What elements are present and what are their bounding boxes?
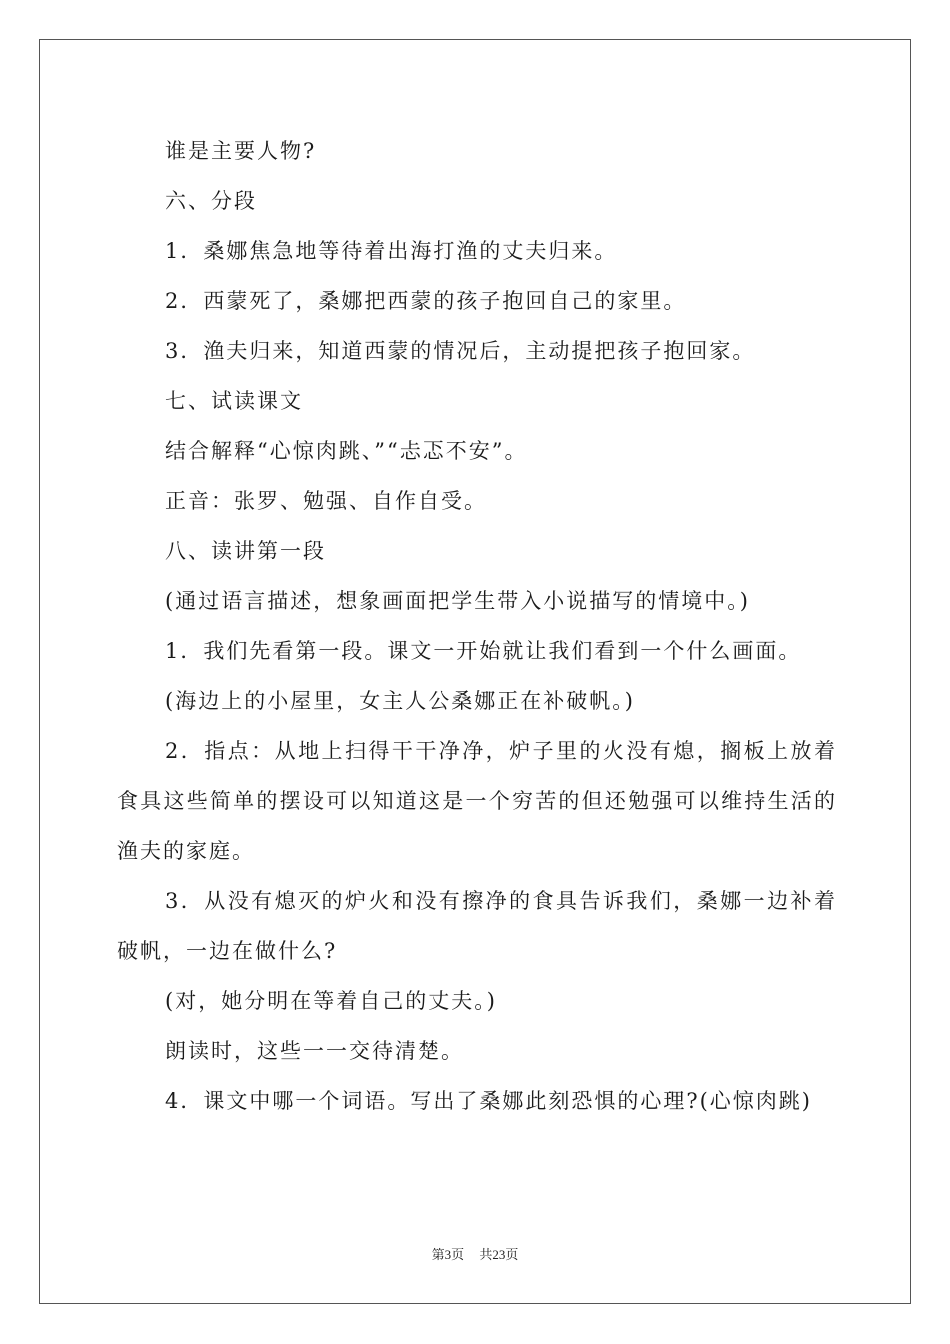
paragraph-item-3b: 3．从没有熄灭的炉火和没有擦净的食具告诉我们，桑娜一边补着破帆，一边在做什么? bbox=[117, 889, 837, 963]
heading-section-6: 六、分段 bbox=[165, 189, 257, 213]
paragraph-item-1b: 1．我们先看第一段。课文一开始就让我们看到一个什么画面。 bbox=[165, 639, 802, 663]
paragraph-question: 谁是主要人物? bbox=[165, 139, 317, 163]
paragraph-item-3: 3．渔夫归来，知道西蒙的情况后，主动提把孩子抱回家。 bbox=[165, 339, 756, 363]
paragraph-note: (通过语言描述，想象画面把学生带入小说描写的情境中。) bbox=[165, 589, 750, 613]
paragraph-reading-note: 朗读时，这些一一交待清楚。 bbox=[165, 1039, 464, 1063]
document-body bbox=[117, 126, 837, 1126]
heading-section-8: 八、读讲第一段 bbox=[165, 539, 326, 563]
heading-section-7: 七、试读课文 bbox=[165, 389, 303, 413]
paragraph-answer-3: (对，她分明在等着自己的丈夫。) bbox=[165, 989, 497, 1013]
page-footer bbox=[0, 1244, 950, 1263]
paragraph-item-2: 2．西蒙死了，桑娜把西蒙的孩子抱回自己的家里。 bbox=[165, 289, 687, 313]
page-total: 共23页 bbox=[479, 1247, 519, 1262]
paragraph-pronunciation: 正音：张罗、勉强、自作自受。 bbox=[165, 489, 487, 513]
paragraph-item-2b: 2．指点：从地上扫得干干净净，炉子里的火没有熄，搁板上放着食具这些简单的摆设可以知道这是一个穷苦的但还勉强可以维持生活的渔夫的家庭。 bbox=[117, 739, 837, 863]
paragraph-answer-1: (海边上的小屋里，女主人公桑娜正在补破帆。) bbox=[165, 689, 635, 713]
page-number: 第3页 bbox=[431, 1247, 465, 1262]
paragraph-explanation: 结合解释“心惊肉跳、”“忐忑不安”。 bbox=[165, 439, 528, 463]
paragraph-item-4b: 4．课文中哪一个词语。写出了桑娜此刻恐惧的心理?(心惊肉跳) bbox=[165, 1089, 813, 1113]
paragraph-item-1: 1．桑娜焦急地等待着出海打渔的丈夫归来。 bbox=[165, 239, 618, 263]
